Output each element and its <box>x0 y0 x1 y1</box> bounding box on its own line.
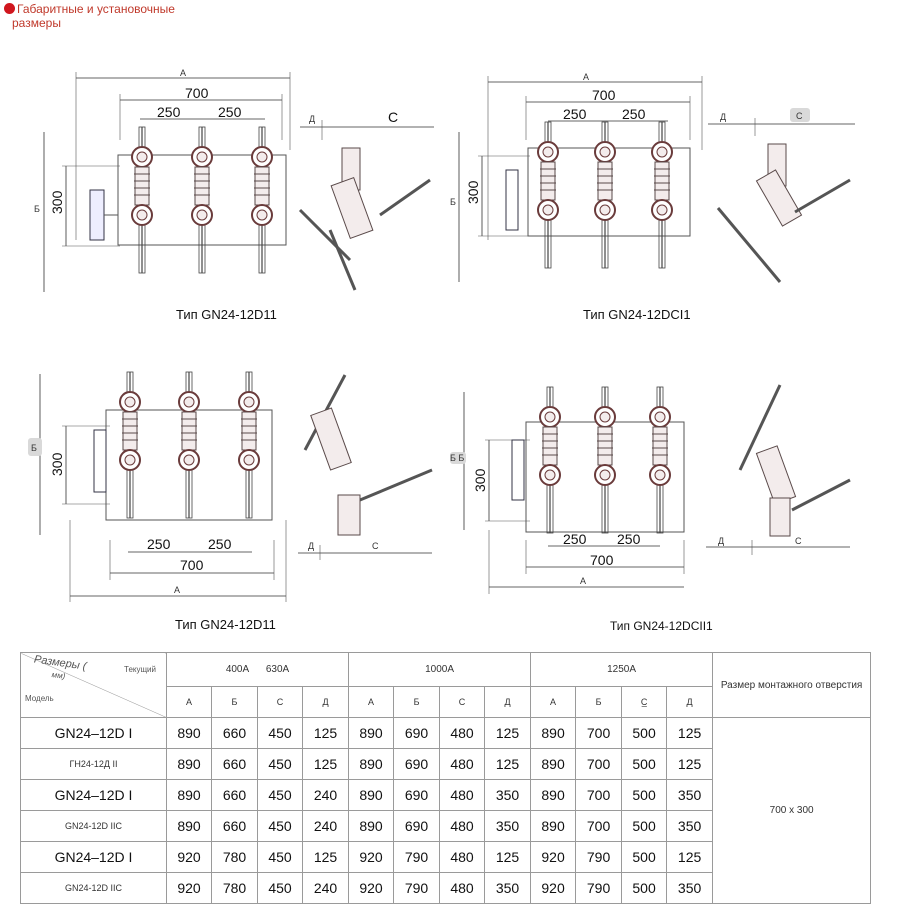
drawing-1-dim-250b: 250 <box>218 104 242 120</box>
value-cell: 350 <box>485 780 531 811</box>
subheader-cell: Б <box>212 687 258 718</box>
drawing-3-dim-250a: 250 <box>147 536 171 552</box>
corner-mm-label: мм) <box>51 670 66 681</box>
value-cell: 890 <box>531 749 576 780</box>
value-cell: 790 <box>576 842 622 873</box>
value-cell: 480 <box>440 873 485 904</box>
subheader-cell: A <box>531 687 576 718</box>
value-cell: 890 <box>167 718 212 749</box>
value-cell: 450 <box>258 780 303 811</box>
value-cell: 920 <box>349 873 394 904</box>
model-cell: GN24–12D I <box>21 842 167 873</box>
value-cell: 500 <box>622 749 667 780</box>
value-cell: 450 <box>258 718 303 749</box>
subheader-cell: A <box>167 687 212 718</box>
value-cell: 125 <box>303 842 349 873</box>
value-cell: 480 <box>440 749 485 780</box>
value-cell: 890 <box>349 718 394 749</box>
value-cell: 240 <box>303 780 349 811</box>
drawing-1-dim-300: 300 <box>49 190 65 214</box>
drawing-4-caption: Тип GN24-12DCII1 <box>610 619 713 633</box>
drawing-4-dim-d: Д <box>718 536 725 546</box>
value-cell: 500 <box>622 780 667 811</box>
dimensions-table <box>20 652 871 904</box>
drawing-2-dim-250a: 250 <box>563 106 587 122</box>
drawing-4-dim-250b: 250 <box>617 531 641 547</box>
value-cell: 890 <box>531 718 576 749</box>
subheader-cell: C̲ <box>622 687 667 718</box>
value-cell: 125 <box>303 718 349 749</box>
value-cell: 500 <box>622 842 667 873</box>
model-cell: GN24-12D IIC <box>21 873 167 904</box>
value-cell: 125 <box>485 842 531 873</box>
value-cell: 660 <box>212 749 258 780</box>
value-cell: 920 <box>349 842 394 873</box>
drawing-2-dim-a: A <box>583 72 590 82</box>
group-1000-header: 1000A <box>349 653 531 687</box>
drawing-3-dim-300: 300 <box>49 452 65 476</box>
value-cell: 890 <box>349 780 394 811</box>
value-cell: 780 <box>212 873 258 904</box>
drawing-1-dim-d: Д <box>309 114 316 124</box>
subheader-cell: Б <box>394 687 440 718</box>
drawing-2 <box>450 72 855 282</box>
subheader-cell: Д <box>303 687 349 718</box>
drawing-4-dim-a: A <box>580 576 587 586</box>
drawing-3-dim-c: C <box>372 541 379 551</box>
value-cell: 480 <box>440 718 485 749</box>
mount-hole-value: 700 x 300 <box>713 718 871 904</box>
value-cell: 350 <box>667 811 713 842</box>
group-630-label: 630A <box>265 664 290 675</box>
drawing-3-dim-700: 700 <box>180 557 204 573</box>
value-cell: 660 <box>212 811 258 842</box>
drawing-3-dim-a: A <box>174 585 181 595</box>
model-cell: ГН24-12Д II <box>21 749 167 780</box>
value-cell: 790 <box>576 873 622 904</box>
value-cell: 780 <box>212 842 258 873</box>
drawing-3-caption: Тип GN24-12D11 <box>175 617 276 632</box>
drawing-3-dim-250b: 250 <box>208 536 232 552</box>
value-cell: 700 <box>576 718 622 749</box>
group-1250-header: 1250A <box>531 653 713 687</box>
drawing-1-dim-c: C <box>388 109 399 125</box>
subheader-cell: Д <box>667 687 713 718</box>
value-cell: 500 <box>622 873 667 904</box>
model-cell: GN24-12D IIC <box>21 811 167 842</box>
value-cell: 350 <box>667 873 713 904</box>
drawing-2-dim-b: Б <box>450 197 456 207</box>
value-cell: 240 <box>303 873 349 904</box>
drawing-2-dim-c: C <box>796 111 803 121</box>
value-cell: 450 <box>258 873 303 904</box>
value-cell: 350 <box>485 811 531 842</box>
drawing-2-dim-250b: 250 <box>622 106 646 122</box>
value-cell: 125 <box>303 749 349 780</box>
value-cell: 690 <box>394 780 440 811</box>
subheader-cell: Б <box>576 687 622 718</box>
value-cell: 790 <box>394 842 440 873</box>
value-cell: 790 <box>394 873 440 904</box>
drawing-1-dim-700: 700 <box>185 85 209 101</box>
value-cell: 480 <box>440 842 485 873</box>
value-cell: 700 <box>576 811 622 842</box>
value-cell: 890 <box>349 811 394 842</box>
value-cell: 350 <box>667 780 713 811</box>
corner-dimensions-label: Размеры ( <box>33 653 88 673</box>
drawing-3 <box>28 372 432 602</box>
value-cell: 690 <box>394 811 440 842</box>
drawing-4-dim-c: C <box>795 536 802 546</box>
drawing-1-dim-250a: 250 <box>157 104 181 120</box>
drawing-1-dim-a: A <box>180 68 187 78</box>
value-cell: 125 <box>485 718 531 749</box>
value-cell: 450 <box>258 749 303 780</box>
value-cell: 890 <box>167 811 212 842</box>
group-400-label: 400A <box>225 664 250 675</box>
value-cell: 125 <box>667 749 713 780</box>
value-cell: 890 <box>167 780 212 811</box>
value-cell: 660 <box>212 780 258 811</box>
value-cell: 240 <box>303 811 349 842</box>
mount-hole-header: Размер монтажного отверстия <box>713 653 871 718</box>
table-body <box>21 718 871 904</box>
value-cell: 890 <box>531 780 576 811</box>
group-400-630-header <box>167 653 349 687</box>
table-row <box>21 718 871 749</box>
value-cell: 480 <box>440 811 485 842</box>
value-cell: 920 <box>531 873 576 904</box>
header-line-2: размеры <box>12 16 61 30</box>
model-cell: GN24–12D I <box>21 718 167 749</box>
value-cell: 660 <box>212 718 258 749</box>
subheader-cell: A <box>349 687 394 718</box>
subheader-cell: Д <box>485 687 531 718</box>
value-cell: 920 <box>531 842 576 873</box>
value-cell: 125 <box>667 718 713 749</box>
value-cell: 125 <box>667 842 713 873</box>
drawing-4-dim-b: Б Б <box>450 453 465 463</box>
model-cell: GN24–12D I <box>21 780 167 811</box>
drawing-4 <box>450 385 850 594</box>
value-cell: 890 <box>349 749 394 780</box>
drawing-2-caption: Тип GN24-12DCI1 <box>583 307 691 322</box>
drawing-4-dim-300: 300 <box>472 468 488 492</box>
drawing-2-dim-700: 700 <box>592 87 616 103</box>
value-cell: 500 <box>622 718 667 749</box>
drawing-4-dim-250a: 250 <box>563 531 587 547</box>
drawing-1-dim-b: Б <box>34 204 40 214</box>
drawing-3-dim-b: Б <box>31 443 37 453</box>
value-cell: 450 <box>258 811 303 842</box>
value-cell: 690 <box>394 749 440 780</box>
subheader-cell: C <box>258 687 303 718</box>
value-cell: 920 <box>167 873 212 904</box>
value-cell: 920 <box>167 842 212 873</box>
value-cell: 690 <box>394 718 440 749</box>
drawing-2-dim-d: Д <box>720 112 727 122</box>
value-cell: 500 <box>622 811 667 842</box>
drawing-4-dim-700: 700 <box>590 552 614 568</box>
value-cell: 350 <box>485 873 531 904</box>
value-cell: 890 <box>531 811 576 842</box>
corner-model-label: Модель <box>25 694 54 703</box>
value-cell: 700 <box>576 749 622 780</box>
value-cell: 890 <box>167 749 212 780</box>
value-cell: 125 <box>485 749 531 780</box>
drawing-2-dim-300: 300 <box>465 180 481 204</box>
value-cell: 450 <box>258 842 303 873</box>
value-cell: 700 <box>576 780 622 811</box>
drawing-1-caption: Тип GN24-12D11 <box>176 307 277 322</box>
subheader-cell: C <box>440 687 485 718</box>
corner-current-label: Текущий <box>124 665 156 674</box>
drawing-1 <box>34 68 434 292</box>
value-cell: 480 <box>440 780 485 811</box>
table-corner-header <box>21 653 167 718</box>
header-line-1: Габаритные и установочные <box>17 2 175 16</box>
drawing-3-dim-d: Д <box>308 541 315 551</box>
